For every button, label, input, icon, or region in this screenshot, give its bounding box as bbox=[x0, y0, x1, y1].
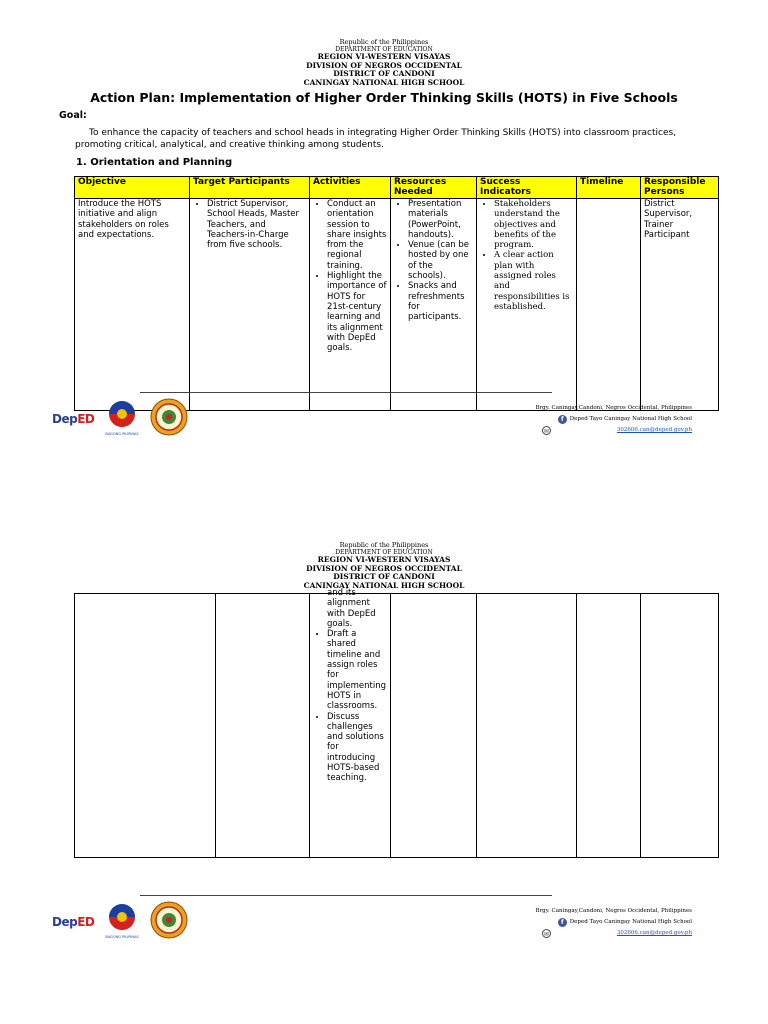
footer-divider bbox=[140, 392, 552, 393]
email-link[interactable]: 302606.can@deped.gov.ph bbox=[616, 427, 692, 433]
deped-logo: DepED bbox=[52, 915, 95, 929]
footer-facebook: f Deped Tayo Caningay National High School bbox=[535, 917, 692, 928]
footer-address: Brgy. Caningay,Candoni, Negros Occidental, Philippines bbox=[535, 908, 692, 914]
list-item: • A clear action plan with assigned roles and responsibilities is established. bbox=[494, 250, 573, 312]
document-page-2 bbox=[0, 512, 768, 1024]
letterhead bbox=[0, 541, 768, 590]
header-success-indicators: Success Indicators bbox=[477, 177, 577, 199]
mail-icon: ✉ bbox=[543, 931, 549, 938]
cell-resources bbox=[391, 199, 477, 411]
footer-address: Brgy. Caningay,Candoni, Negros Occidental, Philippines bbox=[535, 405, 692, 411]
footer-contact-page-2 bbox=[535, 906, 692, 939]
cell-responsible: District Supervisor, Trainer Participant bbox=[641, 199, 719, 411]
list-item: • Venue (can be hosted by one of the schools). bbox=[408, 240, 473, 281]
table-row bbox=[75, 594, 719, 858]
facebook-icon: f bbox=[558, 415, 567, 424]
letterhead-republic: Republic of the Philippines bbox=[339, 541, 429, 549]
svg-text:BAGONG PILIPINAS: BAGONG PILIPINAS bbox=[105, 935, 139, 939]
table-header-row bbox=[75, 177, 719, 199]
goal-text bbox=[75, 128, 715, 151]
school-seal-logo bbox=[150, 901, 188, 939]
list-item: • Draft a shared timeline and assign roles for implementing HOTS in classrooms. bbox=[327, 629, 387, 711]
header-responsible-persons: Responsible Persons bbox=[641, 177, 719, 199]
letterhead-district: DISTRICT OF CANDONI bbox=[333, 69, 435, 78]
cell-success-indicators bbox=[477, 199, 577, 411]
letterhead-department: DEPARTMENT OF EDUCATION bbox=[335, 46, 433, 53]
table-row bbox=[75, 199, 719, 411]
cell-resources bbox=[391, 594, 477, 858]
mail-icon: ✉ bbox=[543, 428, 549, 435]
letterhead-district: DISTRICT OF CANDONI bbox=[333, 572, 435, 581]
letterhead-division: DIVISION OF NEGROS OCCIDENTAL bbox=[306, 60, 462, 70]
header-target-participants: Target Participants bbox=[190, 177, 310, 199]
header-activities: Activities bbox=[310, 177, 391, 199]
goal-text-body: To enhance the capacity of teachers and school heads in integrating Higher Order Thinking Skills (HOTS) into classroom practices, promoting critical, analytical, and creative thinking among students. bbox=[75, 128, 677, 150]
letterhead-region: REGION VI-WESTERN VISAYAS bbox=[317, 555, 451, 564]
cell-activities bbox=[310, 588, 391, 858]
list-item: • Highlight the importance of HOTS for 21st-century learning and its alignment with DepEd goals. bbox=[327, 271, 387, 353]
footer-facebook: f Deped Tayo Caningay National High School bbox=[535, 414, 692, 425]
cell-responsible bbox=[641, 594, 719, 858]
letterhead-department: DEPARTMENT OF EDUCATION bbox=[335, 549, 433, 556]
list-item: • Presentation materials (PowerPoint, handouts). bbox=[408, 199, 473, 240]
header-timeline: Timeline bbox=[577, 177, 641, 199]
footer-divider bbox=[140, 895, 552, 896]
letterhead-republic: Republic of the Philippines bbox=[339, 38, 429, 46]
cell-objective: Introduce the HOTS initiative and align stakeholders on roles and expectations. bbox=[75, 199, 190, 411]
list-item: • Discuss challenges and solutions for introducing HOTS-based teaching. bbox=[327, 712, 387, 784]
goal-label: Goal: bbox=[59, 110, 87, 121]
deped-logo: DepED bbox=[52, 412, 95, 426]
cell-timeline bbox=[577, 199, 641, 411]
list-item: • Snacks and refreshments for participants. bbox=[408, 281, 473, 322]
section-title: 1. Orientation and Planning bbox=[76, 157, 233, 168]
footer-email bbox=[535, 425, 692, 436]
cell-participants bbox=[190, 199, 310, 411]
bagong-pilipinas-logo bbox=[104, 398, 140, 438]
list-item: • District Supervisor, School Heads, Master Teachers, and Teachers-in-Charge from five schools. bbox=[207, 199, 306, 250]
list-item: • Conduct an orientation session to share insights from the regional training. bbox=[327, 199, 387, 271]
cell-participants bbox=[216, 594, 310, 858]
letterhead bbox=[0, 38, 768, 87]
school-seal-logo bbox=[150, 398, 188, 436]
cell-objective bbox=[75, 594, 216, 858]
bagong-pilipinas-logo bbox=[104, 901, 140, 941]
letterhead-region: REGION VI-WESTERN VISAYAS bbox=[317, 52, 451, 61]
header-resources: Resources Needed bbox=[391, 177, 477, 199]
letterhead-division: DIVISION OF NEGROS OCCIDENTAL bbox=[306, 563, 462, 573]
facebook-icon: f bbox=[558, 918, 567, 927]
cell-success-indicators bbox=[477, 594, 577, 858]
cell-activities bbox=[310, 199, 391, 411]
document-title: Action Plan: Implementation of Higher Order Thinking Skills (HOTS) in Five Schools bbox=[90, 90, 678, 105]
letterhead-school: CANINGAY NATIONAL HIGH SCHOOL bbox=[303, 580, 465, 590]
list-item: • Stakeholders understand the objectives and benefits of the program. bbox=[494, 199, 573, 250]
letterhead-school: CANINGAY NATIONAL HIGH SCHOOL bbox=[303, 77, 465, 87]
footer-contact bbox=[535, 403, 692, 436]
footer-email bbox=[535, 928, 692, 939]
svg-text:BAGONG PILIPINAS: BAGONG PILIPINAS bbox=[105, 432, 139, 436]
email-link[interactable]: 302606.can@deped.gov.ph bbox=[616, 930, 692, 936]
cell-timeline bbox=[577, 594, 641, 858]
list-item-continued: and its alignment with DepEd goals. bbox=[327, 588, 376, 629]
action-plan-table bbox=[74, 176, 719, 411]
action-plan-table-continued bbox=[74, 588, 719, 858]
header-objective: Objective bbox=[75, 177, 190, 199]
